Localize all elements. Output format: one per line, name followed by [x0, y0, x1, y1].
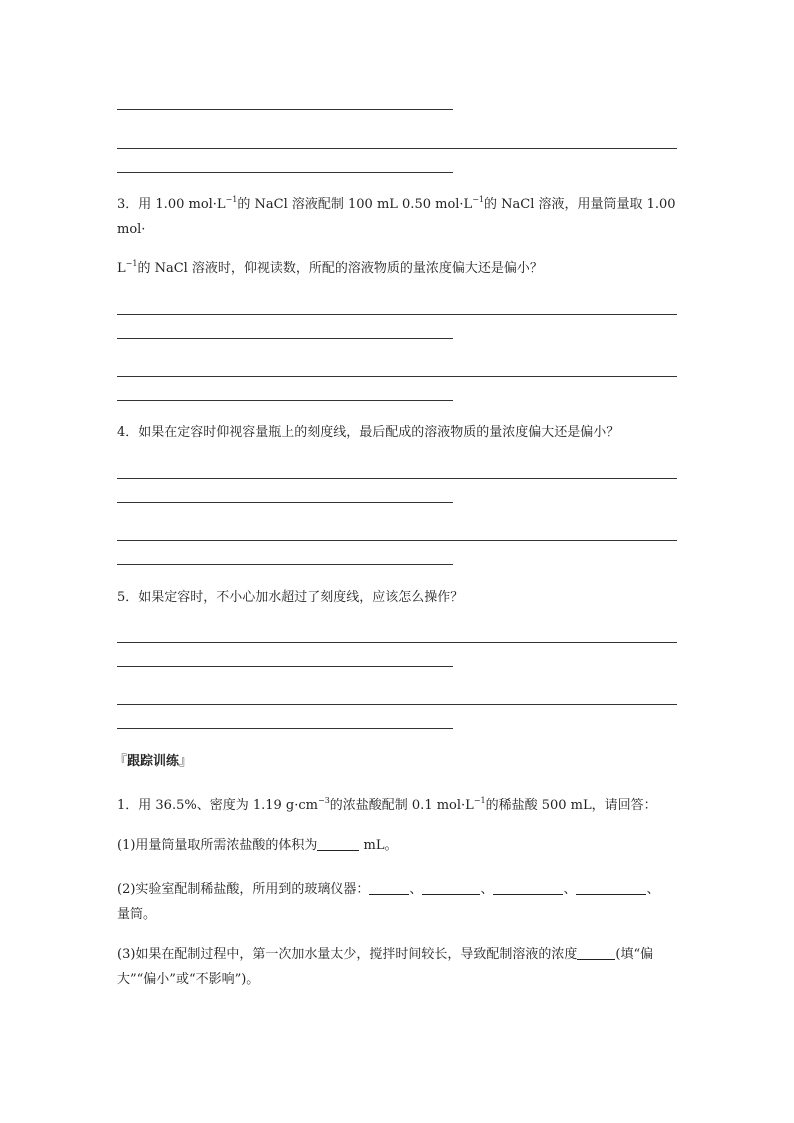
answer-line: [117, 172, 453, 173]
answer-line: [117, 564, 453, 565]
blank-concentration[interactable]: [577, 947, 615, 960]
question-4: 4．如果在定容时仰视容量瓶上的刻度线，最后配成的溶液物质的量浓度偏大还是偏小？: [117, 425, 620, 440]
answer-line: [117, 704, 677, 705]
blank-instrument-4[interactable]: [576, 882, 646, 895]
blank-instrument-1[interactable]: [369, 882, 409, 895]
answer-line: [117, 728, 453, 729]
answer-line: [117, 642, 677, 643]
question-5: 5．如果定容时，不小心加水超过了刻度线，应该怎么操作？: [117, 590, 464, 605]
answer-line: [117, 502, 453, 503]
part-1: (1)用量筒量取所需浓盐酸的体积为 mL。: [117, 838, 398, 853]
answer-line: [117, 148, 677, 149]
part-3-end: 大”“偏小”或“不影响”)。: [117, 972, 260, 987]
part-3: (3)如果在配制过程中，第一次加水量太少，搅拌时间较长，导致配制溶液的浓度 (填“偏: [117, 947, 654, 962]
question-3-line-2: mol·: [117, 222, 146, 237]
answer-line: [117, 666, 453, 667]
answer-line: [117, 314, 677, 315]
answer-line: [117, 338, 453, 339]
blank-instrument-2[interactable]: [422, 882, 480, 895]
question-3-line-3: $L^{-1}$的 NaCl 溶液时，仰视读数，所配的溶液物质的量浓度偏大还是偏小？: [117, 259, 543, 276]
section-heading: 『跟踪训练』: [114, 754, 193, 769]
part-2: (2)实验室配制稀盐酸，所用到的玻璃仪器： 、 、 、 、: [117, 882, 660, 897]
answer-line: [117, 478, 677, 479]
answer-line: [117, 376, 677, 377]
part-2-end: 量筒。: [117, 907, 157, 922]
answer-line: [117, 400, 453, 401]
answer-line: [117, 540, 677, 541]
question-3-line-1: 3．用 1.00 $mol\cdot L^{-1}$的 NaCl 溶液配制 100 mL 0.50 $mol\cdot L^{-1}$的 NaCl 溶液，用量筒量取 1.00: [117, 195, 676, 212]
blank-instrument-3[interactable]: [493, 882, 563, 895]
answer-line: [117, 109, 453, 110]
blank-volume[interactable]: [317, 838, 359, 851]
training-question-1: 1．用 36.5%、密度为 1.19 $g\cdot cm^{-3}$的浓盐酸配制 0.1 $mol\cdot L^{-1}$的稀盐酸 500 mL，请回答：: [117, 796, 657, 813]
